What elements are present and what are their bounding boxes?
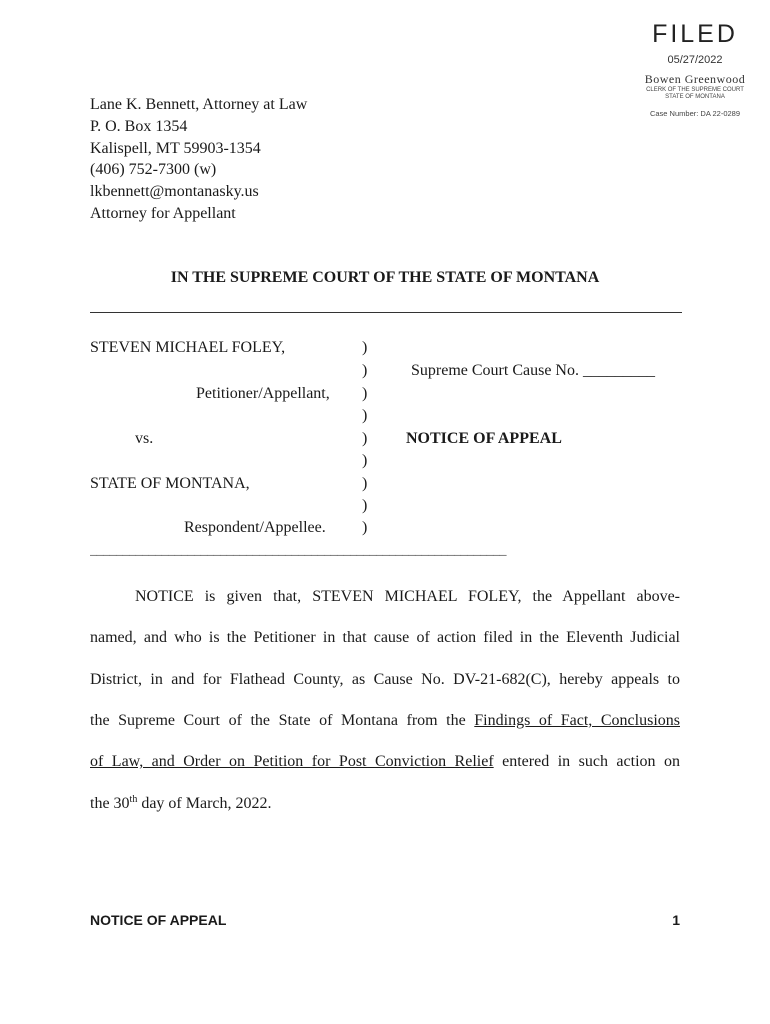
caption-paren: ) [362, 497, 368, 514]
filed-date: 05/27/2022 [667, 54, 723, 66]
filed-stamp-label: FILED [652, 20, 738, 48]
attorney-po-box: P. O. Box 1354 [90, 117, 188, 135]
document-title: NOTICE OF APPEAL [406, 430, 562, 447]
attorney-block [90, 94, 307, 225]
body-line-6-post: day of March, 2022. [137, 795, 272, 812]
body-line-5 [90, 752, 680, 772]
attorney-name: Lane K. Bennett, Attorney at Law [90, 96, 308, 113]
caption-party2: STATE OF MONTANA, [90, 475, 250, 492]
body-line-4 [90, 711, 680, 731]
caption-party1: STEVEN MICHAEL FOLEY, [90, 339, 286, 356]
body-line-6-pre: the 30 [90, 795, 130, 812]
body-text-1: NOTICE is given that, STEVEN MICHAEL FOLEY, the Appellant above- [135, 588, 680, 605]
case-number: Case Number: DA 22-0289 [649, 109, 741, 118]
findings-title-part2: of Law, and Order on Petition for Post Conviction Relief [90, 753, 494, 770]
attorney-city: Kalispell, MT 59903-1354 [90, 139, 261, 157]
caption-bottom-rule: ________________________________________________________________ [90, 543, 506, 558]
caption-paren: ) [362, 519, 368, 536]
caption-paren: ) [362, 407, 368, 424]
caption-paren: ) [362, 452, 368, 469]
court-title: IN THE SUPREME COURT OF THE STATE OF MONTANA [170, 269, 600, 286]
caption-paren: ) [362, 339, 368, 356]
ordinal-suffix: th [129, 794, 138, 805]
caption-vs: vs. [135, 430, 154, 447]
clerk-office-line2: STATE OF MONTANA [665, 94, 725, 100]
attorney-role: Attorney for Appellant [90, 204, 236, 222]
clerk-office [600, 87, 770, 101]
body-line-6 [90, 794, 680, 814]
body-line-4-text: the Supreme Court of the State of Montana from the [90, 712, 475, 729]
page-number: 1 [672, 912, 680, 928]
caption-party1-role: Petitioner/Appellant, [196, 385, 330, 402]
footer-title: NOTICE OF APPEAL [90, 912, 227, 928]
caption-top-rule [90, 312, 682, 313]
caption-paren: ) [362, 362, 368, 379]
caption-paren: ) [362, 430, 368, 447]
body-line-3: District, in and for Flathead County, as Cause No. DV-21-682(C), hereby appeals to [90, 671, 680, 688]
body-line-1 [135, 587, 680, 607]
findings-title-part1: Findings of Fact, Conclusions [474, 712, 680, 729]
attorney-phone: (406) 752-7300 (w) [90, 161, 217, 179]
caption-party2-role: Respondent/Appellee. [184, 519, 326, 536]
attorney-email: lkbennett@montanasky.us [90, 183, 259, 201]
body-line-2: named, and who is the Petitioner in that cause of action filed in the Eleventh Judicial [90, 629, 680, 646]
clerk-office-line1: CLERK OF THE SUPREME COURT [646, 87, 744, 93]
body-line-5-text: entered in such action on [493, 753, 680, 770]
clerk-name: Bowen Greenwood [644, 72, 746, 86]
caption-paren: ) [362, 385, 368, 402]
supreme-court-cause-no: Supreme Court Cause No. _________ [411, 362, 655, 379]
caption-paren: ) [362, 475, 368, 492]
